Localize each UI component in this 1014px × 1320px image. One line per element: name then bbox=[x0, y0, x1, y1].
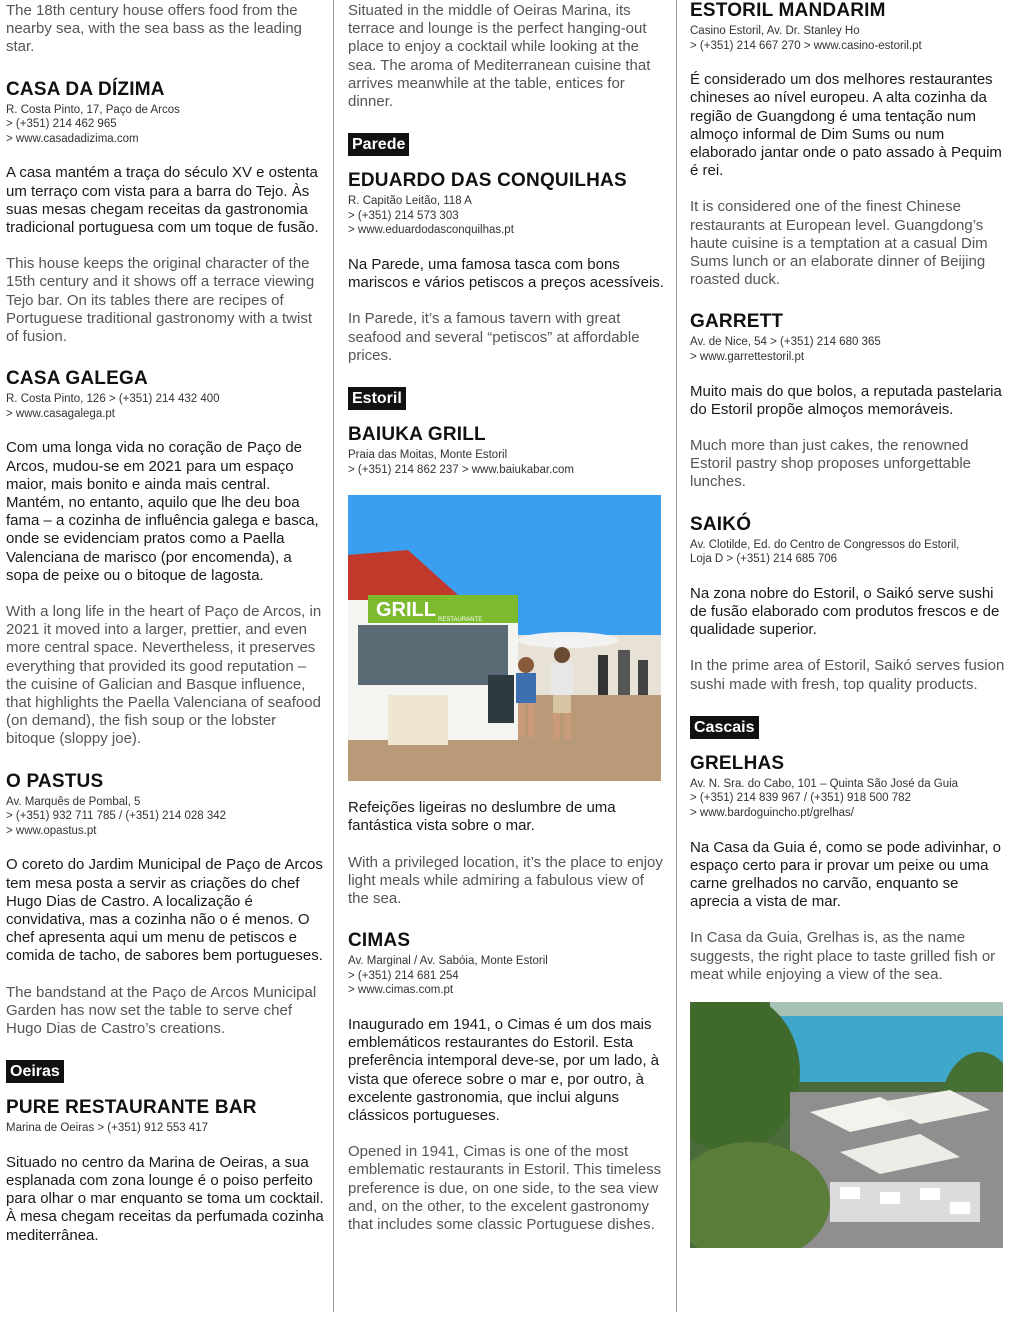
description-en: It is considered one of the finest Chinese restaurants at European level. Guangdong’s haute cuisine is a temptation at a casual Dim Sums lunch or an elaborate dinner of Beijing roasted duck. bbox=[690, 198, 988, 289]
column-left bbox=[6, 0, 324, 1245]
listing-title: CASA GALEGA bbox=[6, 368, 148, 390]
section-label-estoril: Estoril bbox=[348, 387, 406, 410]
listing-title: GRELHAS bbox=[690, 752, 785, 774]
listing-contact: > (+351) 214 667 270 > www.casino-estoril.pt bbox=[690, 39, 922, 52]
description-en: The bandstand at the Paço de Arcos Municipal Garden has now set the table to serve chef Hugo Dias de Castro’s creations. bbox=[6, 983, 317, 1038]
listing-website[interactable]: > www.eduardodasconquilhas.pt bbox=[348, 224, 514, 237]
listing-title: O PASTUS bbox=[6, 770, 104, 792]
description-en: Situated in the middle of Oeiras Marina, its terrace and lounge is the perfect hanging-out place to enjoy a cocktail while looking at the sea. The aroma of Mediterranean cuisine that arrives meanwhile at the table, entices for dinner. bbox=[348, 2, 651, 111]
listing-title: BAIUKA GRILL bbox=[348, 424, 486, 446]
description-pt: Refeições ligeiras no deslumbre de uma fantástica vista sobre o mar. bbox=[348, 799, 616, 835]
listing-address: R. Costa Pinto, 17, Paço de Arcos bbox=[6, 103, 180, 116]
description-en: With a long life in the heart of Paço de Arcos, in 2021 it moved into a larger, prettier, and even more central space. Nevertheless, it preserves everything that provided its good reputation – the cuisine of Galician and Basque influence, that highlights the Paella Valenciana of seafood (on demand), the fish soup or the lobster bitoque (sloppy joe). bbox=[6, 603, 322, 748]
description-pt: É considerado um dos melhores restaurantes chineses ao nível europeu. A alta cozinha da região de Guangdong é uma tentação num almoço informal de Dim Sums ou num elaborado jantar onde o pato assado à Pequim é rei. bbox=[690, 71, 1002, 180]
listing-website[interactable]: > www.opastus.pt bbox=[6, 824, 97, 837]
listing-contact: R. Costa Pinto, 126 > (+351) 214 432 400 bbox=[6, 393, 220, 406]
listing-address: Casino Estoril, Av. Dr. Stanley Ho bbox=[690, 25, 860, 37]
grill-sign-subtext: RESTAURANTE bbox=[438, 617, 483, 624]
listing-title: GARRETT bbox=[690, 311, 784, 333]
listing-website[interactable]: > www.casagalega.pt bbox=[6, 407, 115, 420]
listing-contact: Marina de Oeiras > (+351) 912 553 417 bbox=[6, 1122, 209, 1135]
listing-contact: > (+351) 214 862 237 > www.baiukabar.com bbox=[348, 463, 574, 476]
listing-contact: Loja D > (+351) 214 685 706 bbox=[690, 553, 838, 566]
description-en: In the prime area of Estoril, Saikó serves fusion sushi made with fresh, top quality products. bbox=[690, 657, 1005, 693]
description-pt: Situado no centro da Marina de Oeiras, a sua esplanada com zona lounge é o poiso perfeito para olhar o mar enquanto se toma um cocktail. À mesa chegam receitas da perfumada cozinha mediterrânea. bbox=[6, 1153, 324, 1244]
listing-title: ESTORIL MANDARIM bbox=[690, 0, 886, 21]
grelhas-terrace-illustration bbox=[690, 1002, 1003, 1248]
column-divider bbox=[333, 0, 334, 1312]
description-en: Opened in 1941, Cimas is one of the most emblematic restaurants in Estoril. This timeless preference is due, on one side, to the sea view and, on the other, to the excelent gastronomy that includes some classic Portuguese dishes. bbox=[348, 1143, 662, 1234]
listing-address: Av. N. Sra. do Cabo, 101 – Quinta São José da Guia bbox=[690, 777, 959, 790]
listing-title: PURE RESTAURANTE BAR bbox=[6, 1097, 257, 1119]
description-en: In Casa da Guia, Grelhas is, as the name suggests, the right place to taste grilled fish or meat while enjoying a view of the sea. bbox=[690, 929, 996, 983]
listing-title: CASA DA DÍZIMA bbox=[6, 78, 165, 100]
column-right bbox=[690, 0, 1006, 1248]
grelhas-terrace-photo bbox=[690, 1002, 1006, 1248]
description-pt: Na Casa da Guia é, como se pode adivinhar, o espaço certo para ir provar um peixe ou uma carne grelhados no carvão, enquanto se aprecia a vista de mar. bbox=[690, 838, 1002, 911]
description-pt: Na Parede, uma famosa tasca com bons mariscos e vários petiscos a preços acessíveis. bbox=[348, 256, 664, 292]
listing-address: Praia das Moitas, Monte Estoril bbox=[348, 449, 508, 462]
section-label-oeiras: Oeiras bbox=[6, 1060, 64, 1083]
description-pt: O coreto do Jardim Municipal de Paço de Arcos tem mesa posta a servir as criações do chef Hugo Dias de Castro. A localização é convidativa, mas a cozinha não o é menos. O chef apresenta aqui um menu de petiscos e comida de tacho, de sabores bem portugueses. bbox=[6, 856, 323, 965]
description-pt: Muito mais do que bolos, a reputada pastelaria do Estoril propõe almoços memoráveis. bbox=[690, 382, 1002, 418]
listing-title: CIMAS bbox=[348, 930, 411, 952]
listing-website[interactable]: > www.cimas.com.pt bbox=[348, 984, 454, 997]
listing-phone: > (+351) 214 462 965 bbox=[6, 118, 117, 131]
listing-contact: Av. de Nice, 54 > (+351) 214 680 365 bbox=[690, 336, 881, 349]
description-pt: A casa mantém a traça do século XV e ostenta um terraço com vista para a barra do Tejo. Às suas mesas chegam receitas da gastronomia tradicional portuguesa com um toque de fusão. bbox=[6, 164, 319, 236]
listing-title: SAIKÓ bbox=[690, 513, 752, 535]
section-label-parede: Parede bbox=[348, 133, 409, 156]
listing-title: EDUARDO DAS CONQUILHAS bbox=[348, 170, 627, 192]
baiuka-grill-illustration bbox=[348, 495, 661, 781]
description-en: This house keeps the original character of the 15th century and it shows off a terrace viewing Tejo bar. On its tables there are recipes of Portuguese traditional gastronomy with a twist of fusion. bbox=[6, 255, 315, 346]
intro-text: The 18th century house offers food from the nearby sea, with the sea bass as the leading star. bbox=[6, 2, 303, 56]
listing-phone: > (+351) 932 711 785 / (+351) 214 028 342 bbox=[6, 810, 227, 823]
listing-address: Av. Clotilde, Ed. do Centro de Congressos do Estoril, bbox=[690, 538, 960, 551]
listing-phone: > (+351) 214 573 303 bbox=[348, 209, 459, 222]
description-pt: Com uma longa vida no coração de Paço de Arcos, mudou-se em 2021 para um espaço maior, mais bonito e ainda mais central. Mantém, no entanto, aquilo que lhe deu boa fama – a cozinha de influência galega e basca, onde se evidenciam pratos como a Paella Valenciana de marisco (por encomenda), a sopa de peixe ou o bitoque de lagosta. bbox=[6, 439, 319, 584]
column-middle bbox=[348, 0, 664, 1234]
listing-website[interactable]: > www.garrettestoril.pt bbox=[690, 351, 805, 364]
listing-address: Av. Marginal / Av. Sabóia, Monte Estoril bbox=[348, 955, 548, 968]
description-en: In Parede, it’s a famous tavern with great seafood and several “petiscos” at affordable prices. bbox=[348, 310, 640, 364]
section-label-cascais: Cascais bbox=[690, 716, 759, 739]
baiuka-grill-photo bbox=[348, 495, 664, 781]
column-divider bbox=[676, 0, 677, 1312]
listing-phone: > (+351) 214 839 967 / (+351) 918 500 782 bbox=[690, 792, 911, 805]
listing-website[interactable]: > www.bardoguincho.pt/grelhas/ bbox=[690, 807, 854, 820]
description-pt: Inaugurado em 1941, o Cimas é um dos mais emblemáticos restaurantes do Estoril. Esta preferência intemporal deve-se, por um lado, à vista que oferece sobre o mar e, por outro, à excelente gastronomia, que inclui alguns clássicos portugueses. bbox=[348, 1016, 660, 1125]
description-en: With a privileged location, it’s the place to enjoy light meals while admiring a fabulous view of the sea. bbox=[348, 853, 663, 908]
listing-phone: > (+351) 214 681 254 bbox=[348, 969, 459, 982]
description-pt: Na zona nobre do Estoril, o Saikó serve sushi de fusão elaborado com produtos frescos e de qualidade superior. bbox=[690, 584, 1000, 639]
listing-website[interactable]: > www.casadadizima.com bbox=[6, 132, 139, 145]
listing-address: Av. Marquês de Pombal, 5 bbox=[6, 795, 141, 808]
listing-address: R. Capitão Leitão, 118 A bbox=[348, 195, 472, 208]
grill-sign-text: GRILL bbox=[376, 599, 436, 622]
description-en: Much more than just cakes, the renowned Estoril pastry shop proposes unforgettable lunches. bbox=[690, 437, 971, 491]
